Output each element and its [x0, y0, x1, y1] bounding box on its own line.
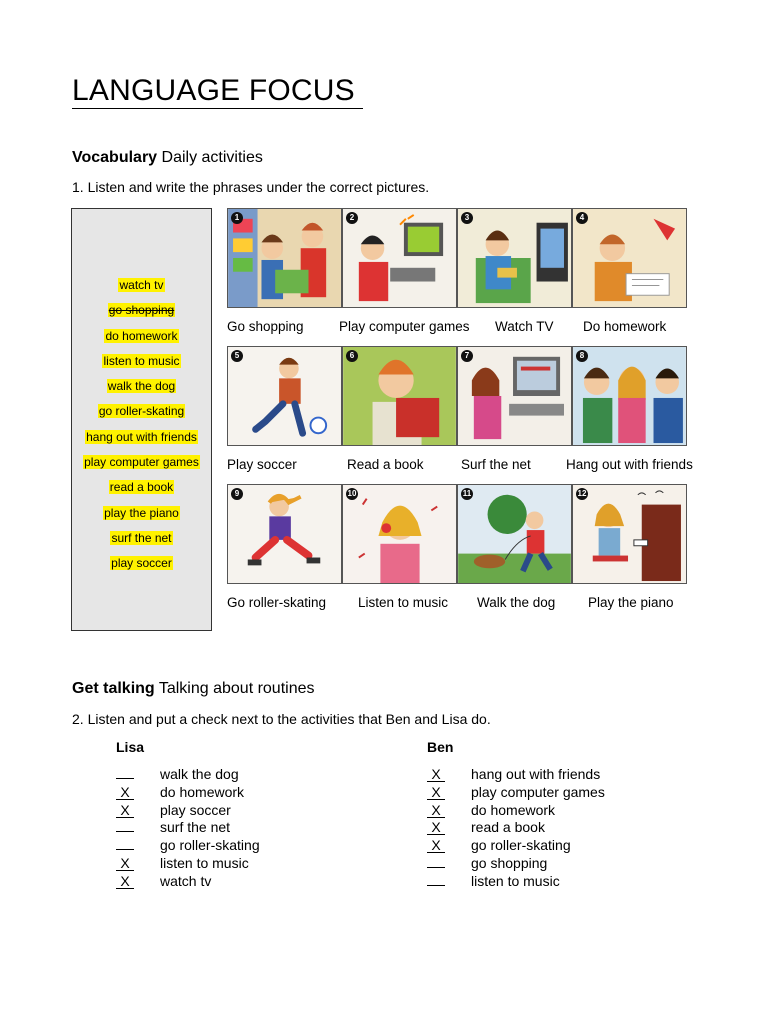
ben-checklist: [427, 766, 605, 891]
check-mark: X: [427, 768, 445, 782]
word-list: [72, 273, 211, 577]
picture-roller-skating: [227, 484, 342, 584]
picture-number: 10: [347, 489, 357, 498]
activity-label: do homework: [471, 801, 556, 818]
word-item: play computer games: [84, 455, 199, 470]
instruction-2: 2. Listen and put a check next to the activities that Ben and Lisa do.: [72, 711, 491, 727]
picture-caption: Play computer games: [339, 319, 470, 334]
picture-watch-tv: [457, 208, 572, 308]
lisa-checklist: [116, 766, 260, 891]
page-title: LANGUAGE FOCUS: [72, 74, 364, 107]
checklist-row: [116, 784, 260, 802]
picture-play-piano: [572, 484, 687, 584]
picture-caption: Listen to music: [358, 595, 449, 610]
picture-caption: Read a book: [347, 457, 424, 472]
word-box: [71, 208, 212, 631]
picture-caption: Walk the dog: [477, 595, 556, 610]
instruction-1: 1. Listen and write the phrases under the correct pictures.: [72, 179, 430, 195]
picture-caption: Go roller-skating: [227, 595, 327, 610]
word-item: listen to music: [103, 353, 180, 368]
checklist-row: [427, 819, 605, 837]
column-header-lisa: Lisa: [116, 739, 145, 755]
section-heading-bold: Vocabulary: [72, 149, 158, 166]
picture-caption: Watch TV: [495, 319, 554, 334]
checklist-row: [427, 784, 605, 802]
picture-walk-dog: [457, 484, 572, 584]
check-mark: X: [427, 839, 445, 853]
activity-label: watch tv: [160, 872, 212, 889]
picture-read-book: [342, 346, 457, 446]
activity-label: go roller-skating: [160, 837, 260, 854]
section-heading-get-talking: [72, 680, 315, 698]
check-mark: X: [116, 804, 134, 818]
picture-number: 11: [462, 489, 472, 498]
picture-shopping: [227, 208, 342, 308]
check-mark: [427, 867, 445, 868]
section-heading-rest: Daily activities: [157, 149, 263, 166]
word-item: watch tv: [119, 278, 164, 292]
picture-row-3: [227, 484, 688, 584]
word-item: go shopping: [108, 303, 175, 318]
picture-number: 3: [461, 212, 473, 224]
picture-number: 2: [346, 212, 358, 224]
activity-label: do homework: [160, 783, 245, 800]
activity-label: read a book: [471, 819, 545, 836]
word-item: play soccer: [111, 556, 172, 571]
activity-label: walk the dog: [160, 766, 239, 782]
picture-caption: Play soccer: [227, 457, 297, 472]
picture-caption: Play the piano: [588, 595, 674, 610]
check-mark: X: [427, 804, 445, 818]
picture-row-1: [227, 208, 688, 308]
section-heading-rest: Talking about routines: [154, 680, 315, 697]
picture-caption: Do homework: [583, 319, 667, 334]
picture-computer-games: [342, 208, 457, 308]
word-item: do homework: [105, 328, 178, 343]
check-mark: [427, 885, 445, 886]
check-mark: X: [427, 786, 445, 800]
checklist-row: [116, 766, 260, 784]
word-item: read a book: [109, 480, 174, 495]
word-item: hang out with friends: [86, 429, 197, 444]
picture-number: 1: [231, 212, 243, 224]
activity-label: listen to music: [160, 854, 249, 871]
checklist-row: [116, 873, 260, 891]
checklist-row: [427, 837, 605, 855]
activity-label: go roller-skating: [471, 837, 571, 854]
check-mark: X: [116, 857, 134, 871]
checklist-row: [427, 873, 605, 891]
check-mark: [116, 831, 134, 832]
picture-number: 9: [231, 488, 243, 500]
picture-homework: [572, 208, 687, 308]
word-item: play the piano: [104, 505, 179, 520]
checklist-row: [116, 837, 260, 855]
picture-caption: Hang out with friends: [566, 457, 693, 472]
picture-number: 7: [461, 350, 473, 362]
checklist-row: [427, 766, 605, 784]
check-mark: X: [116, 786, 134, 800]
checklist-row: [427, 802, 605, 820]
picture-number: 8: [576, 350, 588, 362]
activity-label: hang out with friends: [471, 766, 601, 782]
activity-label: listen to music: [471, 872, 560, 889]
check-mark: [116, 778, 134, 779]
picture-number: 12: [577, 489, 587, 498]
picture-row-2: [227, 346, 688, 446]
word-item: go roller-skating: [98, 404, 185, 419]
section-heading-vocabulary: [72, 149, 263, 167]
picture-number: 4: [576, 212, 588, 224]
picture-number: 6: [346, 350, 358, 362]
picture-surf-net: [457, 346, 572, 446]
word-item: surf the net: [111, 530, 172, 545]
check-mark: [116, 849, 134, 850]
checklist-row: [116, 802, 260, 820]
column-header-ben: Ben: [427, 739, 454, 755]
activity-label: go shopping: [471, 854, 548, 871]
checklist-row: [427, 855, 605, 873]
activity-label: play soccer: [160, 801, 231, 818]
picture-listen-music: [342, 484, 457, 584]
picture-caption: Go shopping: [227, 319, 304, 334]
activity-label: surf the net: [160, 819, 231, 836]
picture-hang-out: [572, 346, 687, 446]
section-heading-bold: Get talking: [72, 680, 155, 697]
picture-soccer: [227, 346, 342, 446]
picture-caption: Surf the net: [461, 457, 531, 472]
picture-number: 5: [231, 350, 243, 362]
checklist-row: [116, 855, 260, 873]
checklist-row: [116, 819, 260, 837]
activity-label: play computer games: [471, 783, 605, 800]
check-mark: X: [427, 821, 445, 835]
check-mark: X: [116, 875, 134, 889]
word-item: walk the dog: [107, 379, 176, 394]
